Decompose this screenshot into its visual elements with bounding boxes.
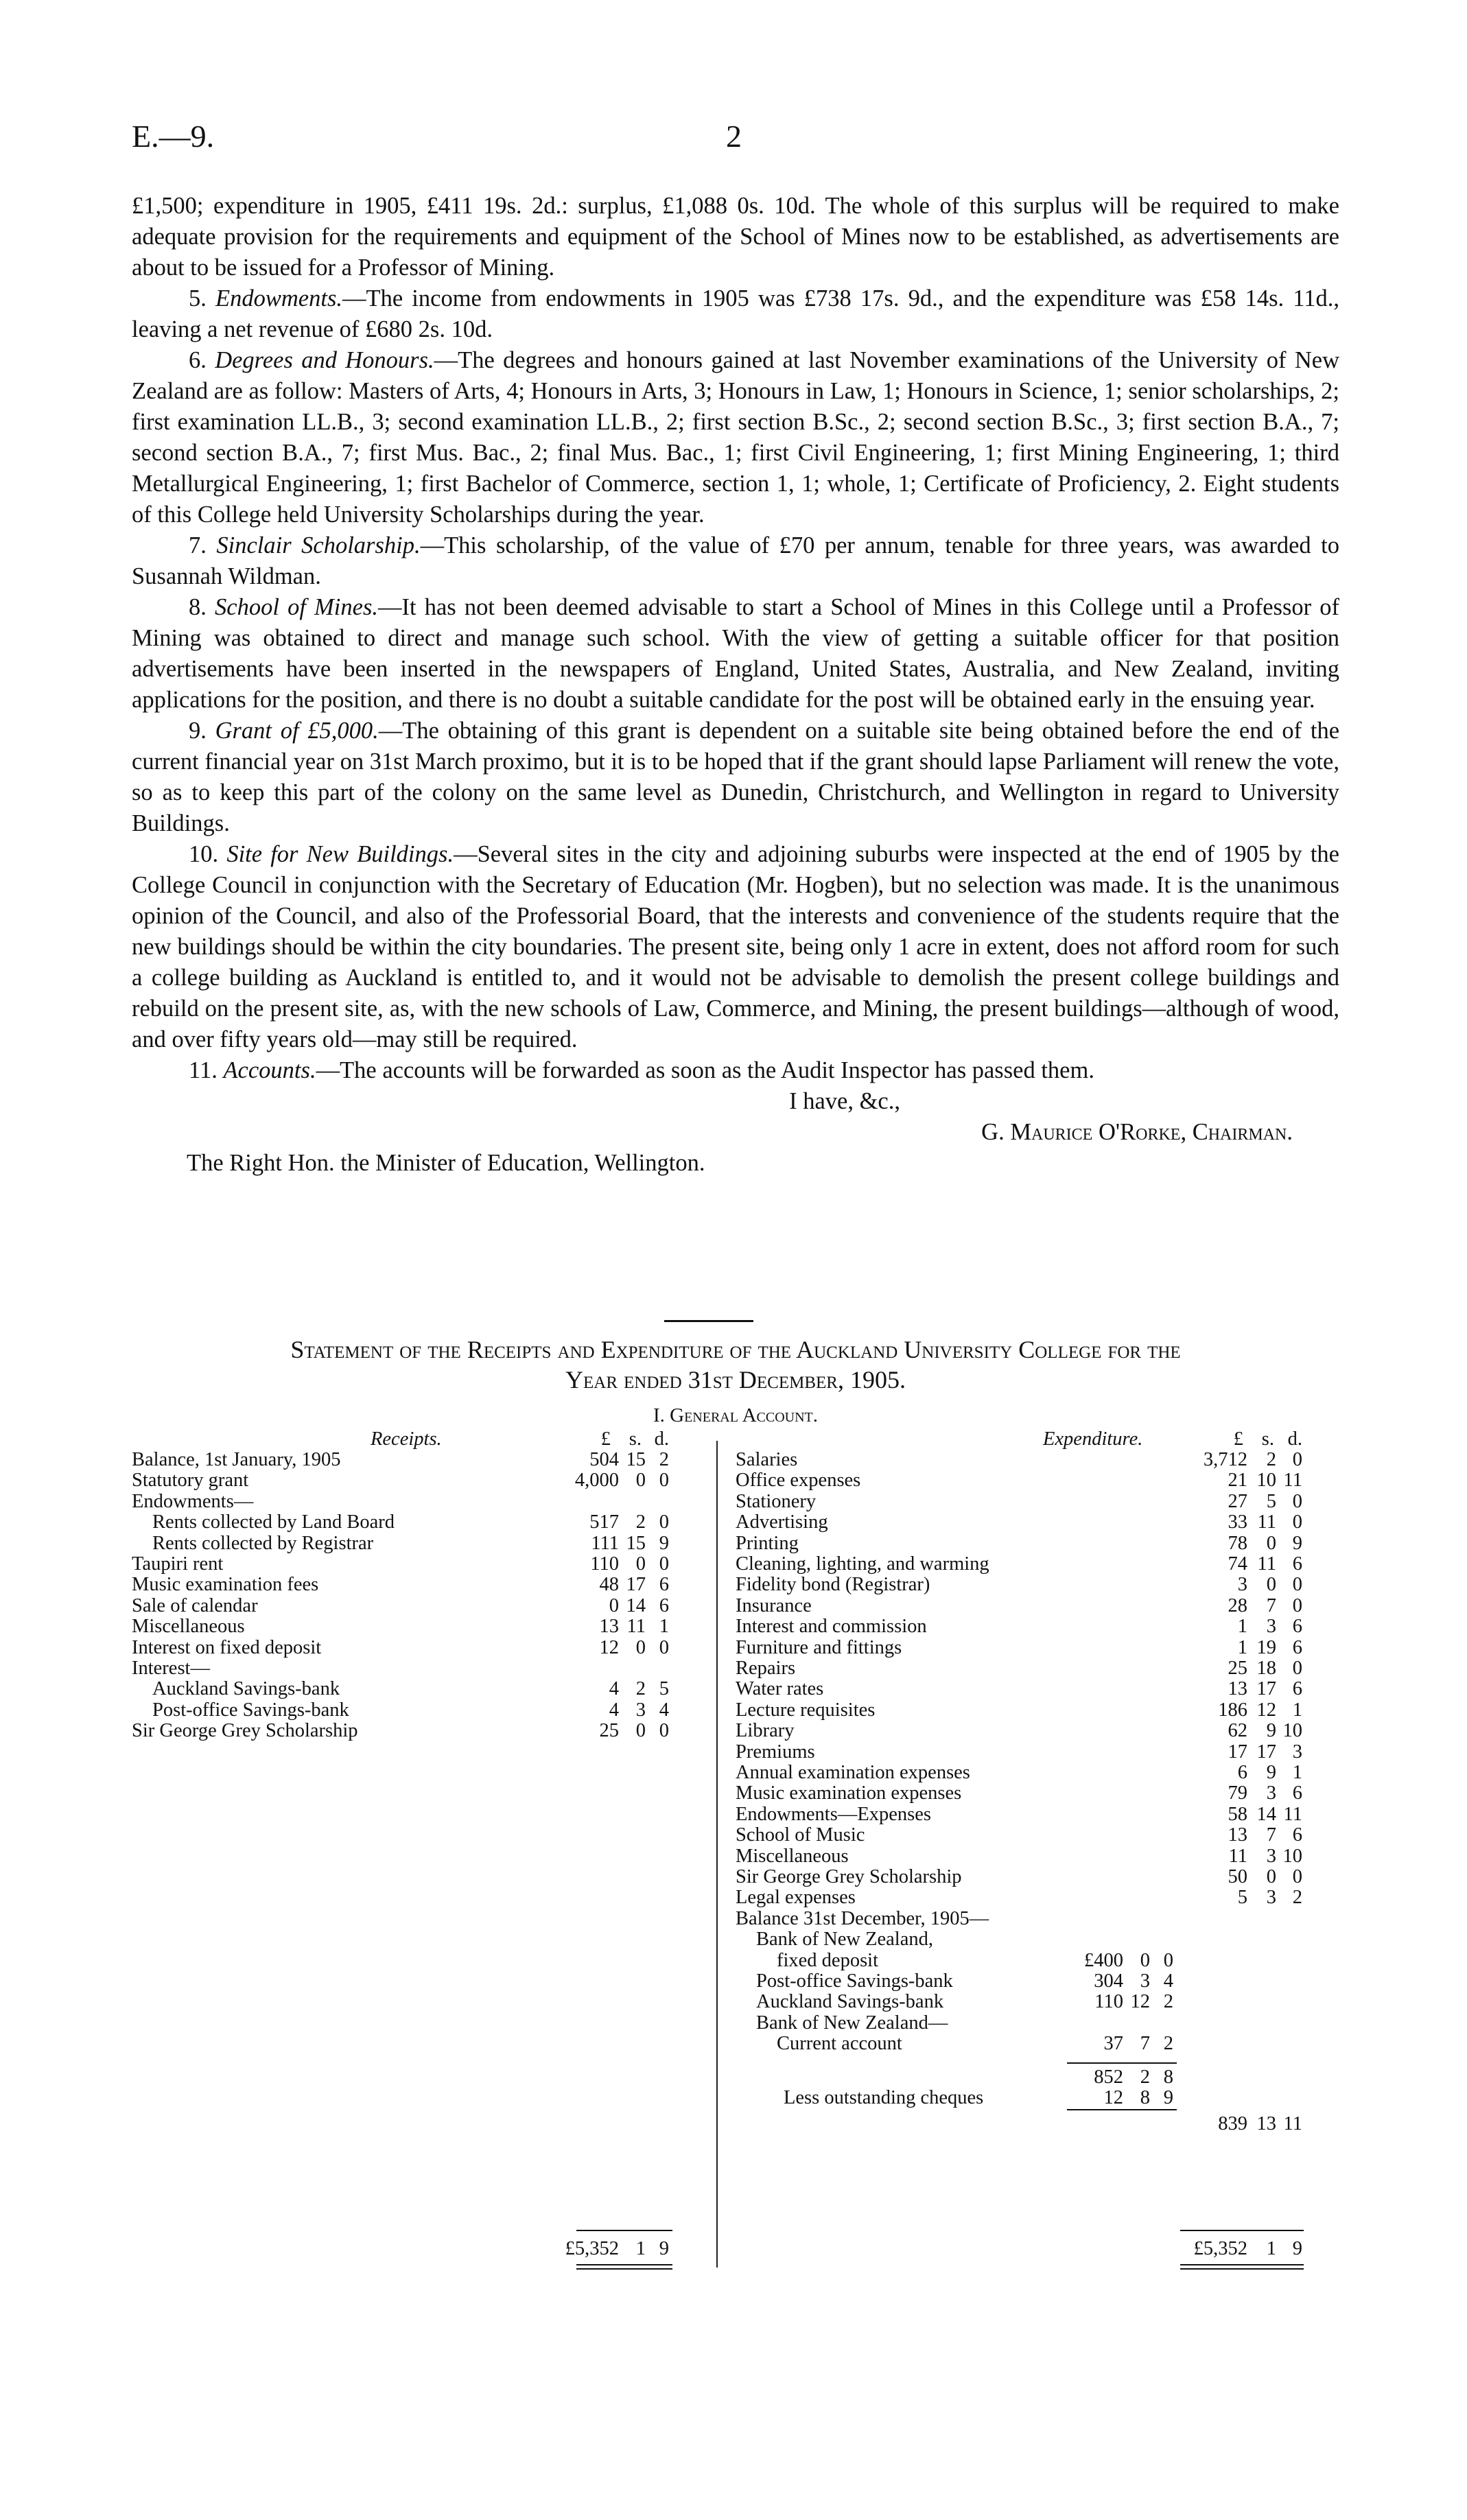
expenditure-pounds: 5 [1237,1887,1247,1909]
expenditure-shillings: 12 [1256,1699,1276,1721]
signatory: G. Maurice O'Rorke, Chairman. [981,1119,1293,1145]
expenditure-pence: 3 [1292,1741,1302,1763]
expenditure-pence: 6 [1292,1824,1302,1846]
receipt-pence: 0 [659,1470,669,1492]
expenditure-shillings: 10 [1256,1470,1276,1492]
receipt-pounds: 25 [599,1720,619,1742]
expenditure-pence: 0 [1292,1490,1302,1512]
expenditure-label: Salaries [736,1449,798,1470]
balance-label: fixed deposit [777,1949,879,1971]
balance-shillings: 12 [1130,1991,1150,2013]
expenditure-shillings: 3 [1266,1782,1276,1804]
balance-label: Bank of New Zealand, [756,1929,933,1951]
expenditure-label: Insurance [736,1594,812,1616]
expenditure-label: Annual examination expenses [736,1762,970,1783]
receipt-label: Music examination fees [132,1574,319,1596]
expenditure-pence: 2 [1292,1887,1302,1909]
receipt-pounds: 48 [599,1574,619,1596]
balance-pounds: 304 [1094,1970,1123,1992]
expenditure-pounds: 28 [1228,1594,1247,1616]
account-title: I. General Account. [653,1404,819,1426]
paragraph-10: 10. Site for New Buildings.—Several sites in the city and adjoining suburbs were inspected at the end of 1905 by the College Council in conjunction with the Secretary of Education (Mr. Hogben), but no selection was made. It is the unanimous opinion of the Council, and also of the Professorial Board, that the interests and convenience of the students require that the new buildings should be within the city boundaries. The present site, being only 1 acre in extent, does not afford room for such a college building as Auckland is entitled to, and it would not be advisable to demolish the present college buildings and rebuild on the present site, as, with the new schools of Law, Commerce, and Mining, the present buildings—although of wood, and over fifty years old—may still be required. [132,841,1339,1052]
expenditure-label: Fidelity bond (Registrar) [736,1574,930,1596]
receipt-shillings: 0 [635,1553,646,1575]
expenditure-pence: 9 [1292,1532,1302,1554]
receipt-label: Miscellaneous [132,1616,245,1638]
expenditure-pounds: 186 [1218,1699,1247,1721]
statement-title: Statement of the Receipts and Expenditure of the Auckland University College for the Year ended 31st December, 1905. [290,1336,1181,1393]
expenditure-pounds: 62 [1228,1720,1247,1742]
expenditure-pounds: 25 [1228,1658,1247,1679]
balance-label: Post-office Savings-bank [756,1970,953,1992]
expenditure-pence: 0 [1292,1511,1302,1533]
expenditure-shillings: 3 [1266,1616,1276,1638]
receipt-shillings: 0 [635,1636,646,1658]
balance-label: Bank of New Zealand— [756,2012,948,2034]
expenditure-shillings: 0 [1266,1866,1276,1887]
expenditure-pence: 11 [1283,1803,1302,1825]
receipt-pounds: 4,000 [574,1470,619,1492]
expenditure-pounds: 50 [1228,1866,1247,1887]
receipt-pence: 0 [659,1553,669,1575]
receipts-total-double-rule-2 [576,2268,672,2270]
less-pounds: 12 [1103,2087,1123,2108]
expenditure-total-double-rule-1 [1180,2264,1304,2265]
receipt-pence: 2 [659,1449,669,1470]
expenditure-label: Interest and commission [736,1616,927,1638]
expenditure-shillings: 7 [1266,1594,1276,1616]
expenditure-pence: 11 [1283,1470,1302,1492]
section-code: E.—9. [132,119,215,154]
expenditure-heading: Expenditure. [1043,1428,1143,1450]
expenditure-shillings: 2 [1266,1449,1276,1470]
expenditure-pence: 1 [1292,1699,1302,1721]
receipt-pounds: 517 [589,1511,619,1533]
expenditure-pounds: 58 [1228,1803,1247,1825]
expenditure-pence: 1 [1292,1762,1302,1783]
balance-pounds: 110 [1094,1991,1123,2013]
expenditure-label: Repairs [736,1658,796,1679]
balance-net-pounds: 839 [1218,2113,1247,2135]
balance-pounds: 37 [1103,2033,1123,2055]
expenditure-pence: 0 [1292,1866,1302,1887]
receipt-shillings: 2 [635,1678,646,1700]
expenditure-label: Music examination expenses [736,1782,962,1804]
balance-pounds: £400 [1084,1949,1123,1971]
expenditure-shillings: 9 [1266,1762,1276,1783]
receipt-pounds: 4 [609,1678,619,1700]
expenditure-pence: 0 [1292,1574,1302,1596]
balance-label: Auckland Savings-bank [756,1991,944,2013]
receipt-label: Post-office Savings-bank [152,1699,349,1721]
expenditure-pence: 0 [1292,1658,1302,1679]
expenditure-shillings: 19 [1256,1636,1276,1658]
expenditure-shillings: 18 [1256,1658,1276,1679]
receipts-total-pounds: £5,352 [565,2238,619,2259]
expenditure-shillings: 0 [1266,1532,1276,1554]
expenditure-label: Printing [736,1532,799,1554]
receipt-pounds: 504 [589,1449,619,1470]
receipts-col-shillings: s. [629,1428,642,1450]
balance-pence: 2 [1163,1991,1173,2013]
expenditure-label: Stationery [736,1490,817,1512]
expenditure-label: Library [736,1720,795,1742]
expenditure-label: Endowments—Expenses [736,1803,931,1825]
expenditure-col-shillings: s. [1261,1428,1274,1450]
less-outstanding-label: Less outstanding cheques [784,2087,984,2108]
receipt-label: Interest— [132,1658,210,1679]
receipt-pence: 6 [659,1594,669,1616]
receipt-label: Interest on fixed deposit [132,1636,322,1658]
receipt-pounds: 4 [609,1699,619,1721]
receipt-shillings: 14 [626,1594,646,1616]
expenditure-shillings: 11 [1257,1553,1276,1575]
expenditure-shillings: 9 [1266,1720,1276,1742]
expenditure-label: Legal expenses [736,1887,856,1909]
expenditure-total-pence: 9 [1292,2238,1302,2259]
expenditure-shillings: 17 [1256,1678,1276,1700]
less-shillings: 8 [1140,2087,1150,2108]
receipt-shillings: 15 [626,1532,646,1554]
receipt-shillings: 17 [626,1574,646,1596]
receipt-label: Sale of calendar [132,1594,258,1616]
expenditure-pounds: 74 [1228,1553,1247,1575]
expenditure-pence: 6 [1292,1636,1302,1658]
balance-shillings: 3 [1140,1970,1150,1992]
expenditure-pence: 0 [1292,1449,1302,1470]
receipt-pence: 6 [659,1574,669,1596]
expenditure-shillings: 17 [1256,1741,1276,1763]
expenditure-shillings: 11 [1257,1511,1276,1533]
expenditure-label: Furniture and fittings [736,1636,902,1658]
expenditure-pounds: 11 [1228,1845,1247,1867]
receipt-shillings: 3 [635,1699,646,1721]
paragraph-intro: £1,500; expenditure in 1905, £411 19s. 2d.: surplus, £1,088 0s. 10d. The whole of this surplus will be required to make adequate provision for the requirements and equipment of the School of Mines now to be established, as advertisements are about to be issued for a Professor of Mining. [132,193,1339,281]
expenditure-shillings: 3 [1266,1887,1276,1909]
expenditure-total-shillings: 1 [1266,2238,1276,2259]
receipt-pounds: 13 [599,1616,619,1638]
expenditure-label: Water rates [736,1678,824,1700]
expenditure-col-pence: d. [1287,1428,1302,1450]
receipt-pounds: 110 [590,1553,619,1575]
paragraph-6: 6. Degrees and Honours.—The degrees and honours gained at last November examinations of the University of New Zealand are as follow: Masters of Arts, 4; Honours in Arts, 3; Honours in Law, 1; Honours in Science, 1; senior scholarships, 2; first examination LL.B., 3; second examination LL.B., 2; first section B.Sc., 2; second section B.Sc., 3; first section B.A., 7; second section B.A., 7; first Mus. Bac., 2; final Mus. Bac., 1; first Civil Engineering, 1; first Mining Engineering, 1; third Metallurgical Engineering, 1; first Bachelor of Commerce, section 1, 1; whole, 1; Certificate of Proficiency, 2. Eight students of this College held University Scholarships during the year. [132,347,1339,528]
expenditure-pence: 10 [1282,1845,1302,1867]
expenditure-pounds: 13 [1228,1678,1247,1700]
balance-subtotal-pounds: 852 [1094,2066,1123,2088]
receipt-label: Endowments— [132,1490,254,1512]
expenditure-pounds: 17 [1228,1741,1247,1763]
receipt-pence: 4 [659,1699,669,1721]
expenditure-pence: 10 [1282,1720,1302,1742]
expenditure-pounds: 6 [1237,1762,1247,1783]
expenditure-label: Office expenses [736,1470,861,1492]
less-rule [1067,2109,1177,2110]
receipts-heading: Receipts. [371,1428,442,1450]
receipts-col-pence: d. [654,1428,669,1450]
balance-pence: 0 [1163,1949,1173,1971]
receipts-total-pence: 9 [659,2238,669,2259]
balance-subtotal-shillings: 2 [1140,2066,1150,2088]
balance-shillings: 7 [1140,2033,1150,2055]
addressee: The Right Hon. the Minister of Education, Wellington. [187,1150,705,1176]
receipt-pence: 0 [659,1720,669,1742]
balance-net-shillings: 13 [1256,2113,1276,2135]
receipt-shillings: 2 [635,1511,646,1533]
paragraph-11: 11. Accounts.—The accounts will be forwarded as soon as the Audit Inspector has passed them. [189,1057,1094,1083]
receipts-total-double-rule-1 [576,2264,672,2265]
paragraph-9: 9. Grant of £5,000.—The obtaining of this grant is dependent on a suitable site being obtained before the end of the current financial year on 31st March proximo, but it is to be hoped that if the grant should lapse Parliament will renew the vote, so as to keep this part of the colony on the same level as Dunedin, Christchurch, and Wellington in regard to University Buildings. [132,718,1340,836]
expenditure-col-pounds: £ [1233,1428,1243,1450]
receipt-shillings: 0 [635,1720,646,1742]
expenditure-pence: 0 [1292,1594,1302,1616]
balance-pence: 4 [1163,1970,1173,1992]
receipt-pounds: 0 [609,1594,619,1616]
receipt-pence: 0 [659,1511,669,1533]
less-pence: 9 [1163,2087,1173,2108]
expenditure-shillings: 0 [1266,1574,1276,1596]
expenditure-pounds: 13 [1228,1824,1247,1846]
expenditure-shillings: 7 [1266,1824,1276,1846]
receipt-label: Auckland Savings-bank [152,1678,340,1700]
receipt-pounds: 111 [591,1532,619,1554]
receipt-shillings: 15 [626,1449,646,1470]
expenditure-label: Cleaning, lighting, and warming [736,1553,989,1575]
expenditure-label: Premiums [736,1741,815,1763]
expenditure-pence: 6 [1292,1616,1302,1638]
expenditure-pence: 6 [1292,1553,1302,1575]
balance-subtotal-pence: 8 [1163,2066,1173,2088]
receipt-pence: 5 [659,1678,669,1700]
balance-net-pence: 11 [1283,2113,1302,2135]
expenditure-label: School of Music [736,1824,865,1846]
receipts-total-rule [576,2230,672,2231]
expenditure-label: Advertising [736,1511,828,1533]
expenditure-pounds: 78 [1228,1532,1247,1554]
receipt-label: Rents collected by Land Board [152,1511,395,1533]
expenditure-pence: 6 [1292,1678,1302,1700]
expenditure-pounds: 21 [1228,1470,1247,1492]
expenditure-label: Lecture requisites [736,1699,876,1721]
closing-line: I have, &c., [789,1088,900,1114]
receipt-label: Balance, 1st January, 1905 [132,1449,341,1470]
paragraph-5: 5. Endowments.—The income from endowments in 1905 was £738 17s. 9d., and the expenditure was £58 14s. 11d., leaving a net revenue of £680 2s. 10d. [132,285,1340,342]
balance-heading: Balance 31st December, 1905— [736,1907,989,1929]
expenditure-label: Sir George Grey Scholarship [736,1866,962,1887]
expenditure-pounds: 79 [1228,1782,1247,1804]
balance-shillings: 0 [1140,1949,1150,1971]
expenditure-shillings: 14 [1256,1803,1276,1825]
balance-label: Current account [777,2033,902,2055]
receipt-shillings: 0 [635,1470,646,1492]
page-number: 2 [726,119,742,154]
expenditure-pounds: 3,712 [1203,1449,1247,1470]
expenditure-pence: 6 [1292,1782,1302,1804]
expenditure-pounds: 1 [1237,1636,1247,1658]
receipt-label: Taupiri rent [132,1553,224,1575]
expenditure-total-double-rule-2 [1180,2268,1304,2270]
expenditure-pounds: 27 [1228,1490,1247,1512]
paragraph-8: 8. School of Mines.—It has not been deemed advisable to start a School of Mines in this College until a Professor of Mining was obtained to direct and manage such school. With the view of getting a suitable officer for that position advertisements have been inserted in the newspapers of England, United States, Australia, and New Zealand, inviting applications for the position, and there is no doubt a suitable candidate for the post will be obtained early in the ensuing year. [132,594,1339,713]
receipt-pounds: 12 [599,1636,619,1658]
receipt-pence: 1 [659,1616,669,1638]
expenditure-shillings: 3 [1266,1845,1276,1867]
receipts-col-pounds: £ [600,1428,611,1450]
balance-pence: 2 [1163,2033,1173,2055]
expenditure-pounds: 1 [1237,1616,1247,1638]
balance-subtotal-rule [1067,2062,1177,2064]
expenditure-total-rule [1180,2230,1304,2231]
expenditure-shillings: 5 [1266,1490,1276,1512]
receipt-shillings: 11 [626,1616,646,1638]
receipt-pence: 0 [659,1636,669,1658]
expenditure-pounds: 33 [1228,1511,1247,1533]
receipt-label: Statutory grant [132,1470,249,1492]
expenditure-total-pounds: £5,352 [1193,2238,1247,2259]
expenditure-pounds: 3 [1237,1574,1247,1596]
paragraph-7: 7. Sinclair Scholarship.—This scholarship, of the value of £70 per annum, tenable for three years, was awarded to Susannah Wildman. [132,532,1339,589]
receipt-label: Sir George Grey Scholarship [132,1720,358,1742]
receipt-label: Rents collected by Registrar [152,1532,374,1554]
expenditure-label: Miscellaneous [736,1845,849,1867]
receipt-pence: 9 [659,1532,669,1554]
receipts-total-shillings: 1 [635,2238,646,2259]
